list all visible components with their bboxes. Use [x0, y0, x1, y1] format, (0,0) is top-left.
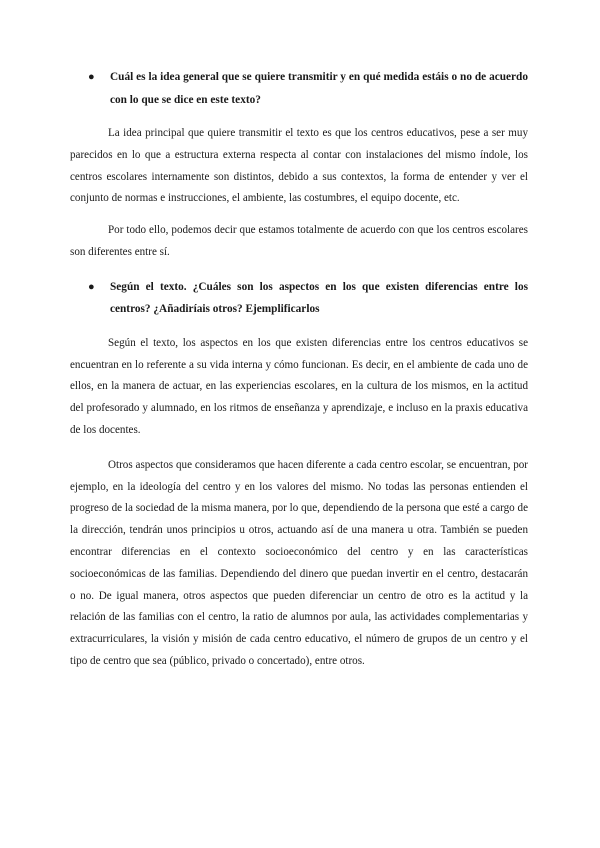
question-1-text: Cuál es la idea general que se quiere transmitir y en qué medida estáis o no de acuerdo con lo que se dice en este texto? [110, 71, 528, 106]
answer-1-paragraph-1: La idea principal que quiere transmitir el texto es que los centros educativos, pese a ser muy parecidos en lo que a estructura externa respecta al contar con instalaciones del mismo índole, los centros escolares internamente son distintos, debido a sus contextos, la forma de entender y ver el conjunto de normas e instrucciones, el ambiente, las costumbres, el equipo docente, etc. [70, 127, 528, 205]
answer-2-paragraph-2: Otros aspectos que consideramos que hacen diferente a cada centro escolar, se encuentran, por ejemplo, en la ideología del centro y en los valores del mismo. No todas las personas entienden el progreso de la sociedad de la misma manera, por lo que, dependiendo de la persona que esté a cargo de la dirección, tendrán unos principios u otros, actuando así de una manera u otra. También se pueden encontrar diferencias en el contexto socioeconómico del centro y en las características socioeconómicas de las familias. Dependiendo del dinero que puedan invertir en el centro, destacarán o no. De igual manera, otros aspectos que pueden diferenciar un centro de otro es la actitud y la relación de las familias con el centro, la ratio de alumnos por aula, las actividades complementarias y extracurriculares, la visión y misión de cada centro educativo, el número de grupos de un centro y el tipo de centro que sea (público, privado o concertado), entre otros. [70, 458, 528, 667]
answer-1-paragraph-2: Por todo ello, podemos decir que estamos totalmente de acuerdo con que los centros escolares son diferentes entre sí. [70, 224, 528, 258]
bullet-icon: ● [88, 71, 95, 83]
question-2-text: Según el texto. ¿Cuáles son los aspectos en los que existen diferencias entre los centros? ¿Añadiríais otros? Ejemplificarlos [110, 280, 528, 316]
question-1 [70, 66, 528, 111]
bullet-icon: ● [88, 280, 95, 293]
question-2 [70, 276, 528, 321]
document-page [70, 66, 528, 673]
answer-2-paragraph-1: Según el texto, los aspectos en los que existen diferencias entre los centros educativos se encuentran en lo referente a su vida interna y cómo funcionan. Es decir, en el ambiente de cada uno de ellos, en la manera de actuar, en las experiencias escolares, en la cultura de los mismos, en la actitud del profesorado y alumnado, en los ritmos de enseñanza y aprendizaje, e incluso en la praxis educativa de los docentes. [70, 336, 528, 436]
